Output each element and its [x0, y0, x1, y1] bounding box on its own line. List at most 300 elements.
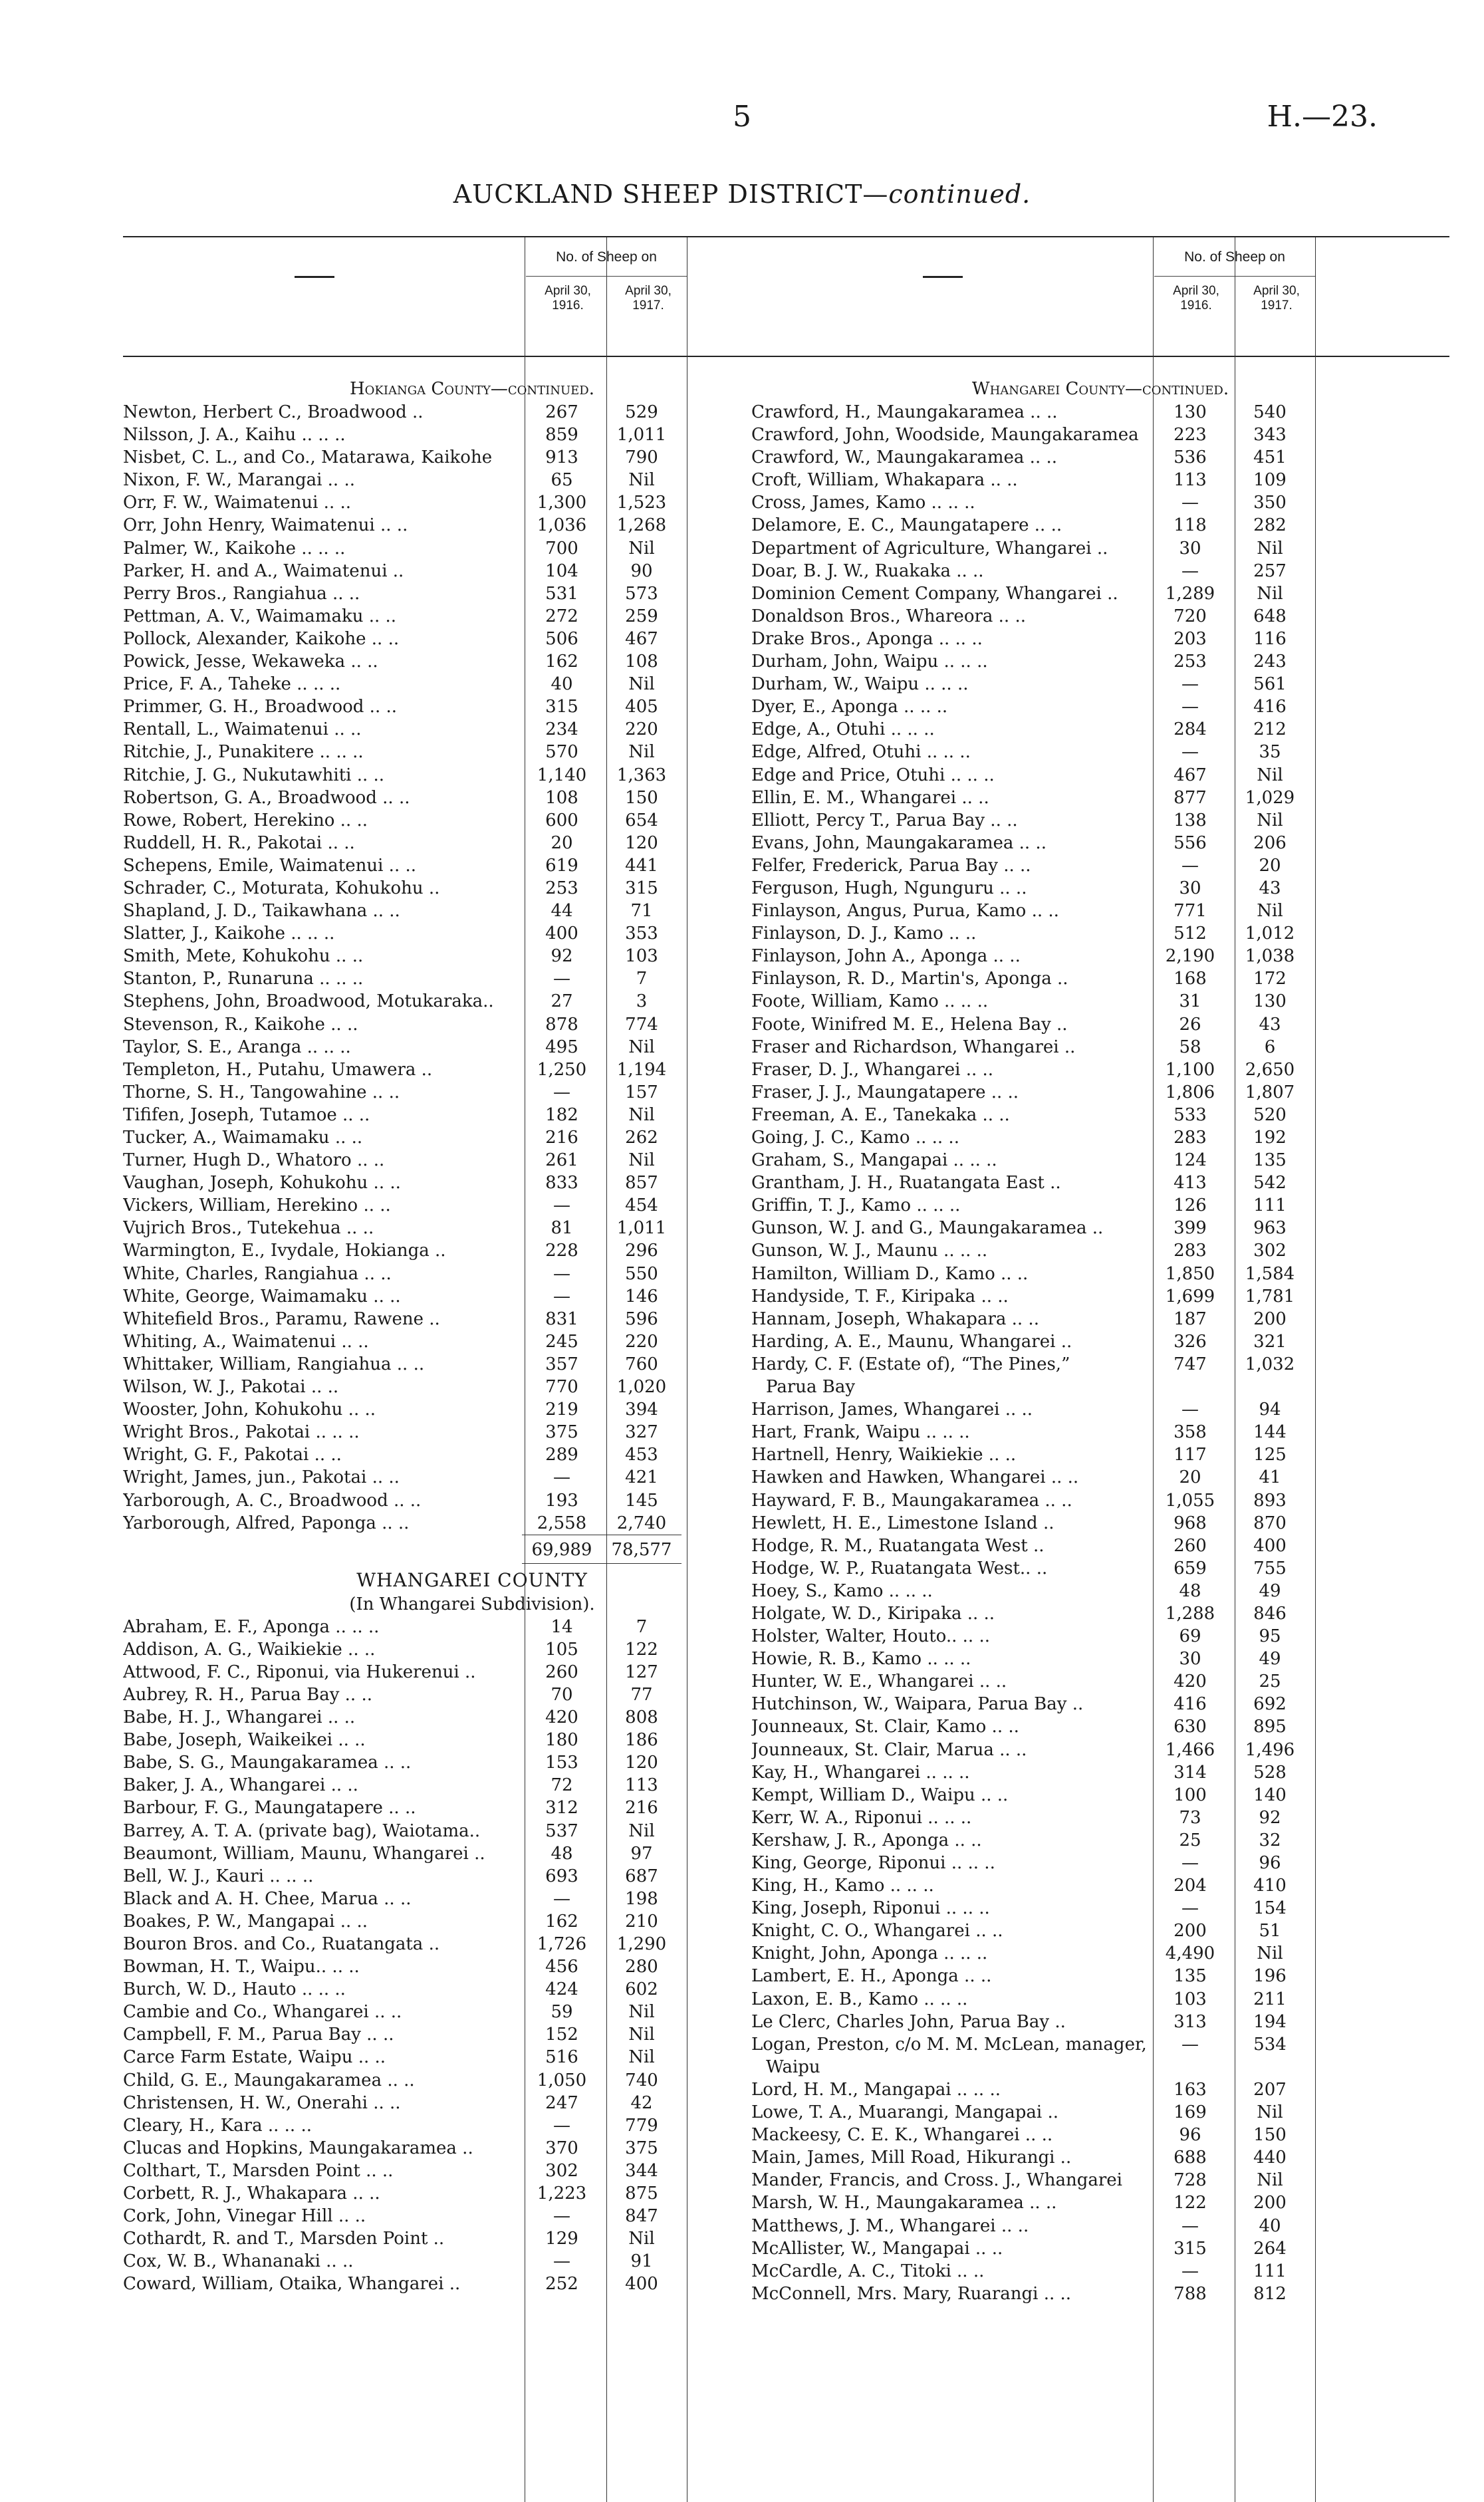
sheep-1916: 129 — [545, 2229, 578, 2249]
sheep-1916: 537 — [545, 1820, 578, 1841]
owner-name: Beaumont, William, Maunu, Whangarei .. — [123, 1843, 485, 1864]
sheep-1916: 1,036 — [537, 515, 587, 536]
table-row — [751, 673, 1449, 695]
table-row — [123, 741, 821, 763]
owner-name: Wright Bros., Pakotai .. .. .. — [123, 1422, 360, 1443]
owner-name: Doar, B. J. W., Ruakaka .. .. — [751, 561, 984, 581]
sheep-1917: Nil — [628, 1150, 655, 1171]
table-row — [123, 990, 821, 1013]
owner-name: Knight, C. O., Whangarei .. .. — [751, 1921, 1003, 1941]
sheep-1917: 103 — [625, 946, 658, 967]
sheep-1917: 573 — [625, 583, 658, 604]
sheep-1916: 693 — [545, 1866, 578, 1886]
owner-name: Fraser, J. J., Maungatapere .. .. — [751, 1082, 1019, 1102]
table-row — [123, 1263, 821, 1285]
owner-name: Babe, H. J., Whangarei .. .. — [123, 1707, 356, 1728]
table-row — [123, 469, 821, 491]
owner-name: Holster, Walter, Houto.. .. .. — [751, 1626, 990, 1647]
table-row — [123, 854, 821, 877]
table-row — [123, 1842, 821, 1865]
owner-name: Perry Bros., Rangiahua .. .. — [123, 583, 360, 604]
table-row — [751, 809, 1449, 832]
sheep-1917: 529 — [625, 402, 658, 422]
sheep-1917: 410 — [1253, 1876, 1287, 1896]
sheep-1916: 531 — [545, 583, 578, 604]
table-row — [751, 764, 1449, 787]
sheep-1917: 41 — [1259, 1467, 1281, 1488]
header-1916: April 30, 1916. — [545, 284, 591, 313]
sheep-1916: 261 — [545, 1150, 578, 1171]
owner-name: Hodge, R. M., Ruatangata West .. — [751, 1535, 1045, 1556]
sheep-1917: 210 — [625, 1911, 658, 1932]
owner-name: Going, J. C., Kamo .. .. .. — [751, 1128, 959, 1148]
owner-name: Price, F. A., Taheke .. .. .. — [123, 674, 341, 695]
owner-name: Aubrey, R. H., Parua Bay .. .. — [123, 1684, 372, 1705]
table-row — [123, 582, 821, 605]
table-row — [751, 1920, 1449, 1942]
owner-name: Howie, R. B., Kamo .. .. .. — [751, 1649, 971, 1670]
table-row — [751, 1829, 1449, 1852]
table-row — [123, 2227, 821, 2250]
sheep-1917: Nil — [628, 742, 655, 763]
sheep-1917: 596 — [625, 1309, 658, 1329]
table-row — [751, 1443, 1449, 1466]
sheep-1917: 111 — [1253, 2261, 1287, 2281]
owner-name: Attwood, F. C., Riponui, via Hukerenui .. — [123, 1662, 476, 1682]
sheep-1916: 228 — [545, 1241, 578, 1261]
sheep-1916: 100 — [1174, 1785, 1207, 1805]
sheep-1917: Nil — [1257, 765, 1283, 785]
sheep-1917: Nil — [628, 2025, 655, 2045]
sheep-1917: 130 — [1253, 991, 1287, 1012]
owner-name: Elliott, Percy T., Parua Bay .. .. — [751, 810, 1018, 830]
sheep-1917: 400 — [625, 2274, 658, 2295]
sheep-1916: 1,250 — [537, 1059, 587, 1080]
owner-name: Griffin, T. J., Kamo .. .. .. — [751, 1195, 961, 1216]
owner-name: Hawken and Hawken, Whangarei .. .. — [751, 1467, 1079, 1488]
sheep-1917: 542 — [1253, 1173, 1287, 1193]
table-row — [751, 877, 1449, 900]
owner-name: Edge, A., Otuhi .. .. .. — [751, 719, 935, 740]
owner-name: Newton, Herbert C., Broadwood .. — [123, 402, 424, 422]
owner-name: King, H., Kamo .. .. .. — [751, 1876, 934, 1896]
sheep-1916: 512 — [1174, 924, 1207, 944]
table-row — [751, 1807, 1449, 1829]
table-row — [751, 1648, 1449, 1670]
owner-name: Cross, James, Kamo .. .. .. — [751, 493, 975, 513]
sheep-1917: 32 — [1259, 1830, 1281, 1850]
sheep-1917: 212 — [1253, 719, 1287, 740]
sheep-1917: 111 — [1253, 1195, 1287, 1216]
table-row — [123, 2205, 821, 2227]
table-row — [123, 537, 821, 560]
table-row — [751, 1059, 1449, 1081]
table-row — [123, 1729, 821, 1751]
sheep-1917 — [1230, 2056, 1310, 2078]
sheep-1916: — — [553, 1263, 570, 1284]
owner-name: Felfer, Frederick, Parua Bay .. .. — [751, 855, 1031, 876]
sheep-1916: 180 — [545, 1730, 578, 1751]
title-continued: continued. — [888, 180, 1031, 209]
sheep-1916: 20 — [551, 832, 573, 853]
sheep-1916 — [1150, 2056, 1230, 2078]
sheep-1916: 771 — [1174, 901, 1207, 922]
table-row — [751, 922, 1449, 945]
sheep-1917: 350 — [1253, 493, 1287, 513]
table-row — [751, 537, 1449, 560]
table-row — [751, 1897, 1449, 1920]
owner-name: Bell, W. J., Kauri .. .. .. — [123, 1866, 314, 1886]
section-heading-whangarei: WHANGAREI COUNTY — [356, 1568, 588, 1591]
sheep-1917: 40 — [1259, 2215, 1281, 2236]
owner-name: Tififen, Joseph, Tutamoe .. .. — [123, 1104, 370, 1125]
owner-name: Hannam, Joseph, Whakapara .. .. — [751, 1309, 1039, 1329]
owner-name: Evans, John, Maungakaramea .. .. — [751, 832, 1047, 853]
owner-name: Durham, John, Waipu .. .. .. — [751, 652, 988, 672]
owner-name: Wright, James, jun., Pakotai .. .. — [123, 1467, 400, 1488]
sheep-1917: 1,029 — [1245, 787, 1295, 808]
sheep-1917: Nil — [628, 1037, 655, 1057]
table-row — [123, 1865, 821, 1888]
document-code: H.—23. — [1267, 100, 1378, 134]
sheep-1916: 968 — [1174, 1513, 1207, 1533]
sheep-1917: 25 — [1259, 1672, 1281, 1692]
sheep-1917: 49 — [1259, 1580, 1281, 1601]
sheep-1916: — — [1181, 561, 1199, 581]
owner-name: Slatter, J., Kaikohe .. .. .. — [123, 924, 335, 944]
sheep-1917: 755 — [1253, 1558, 1287, 1578]
sheep-1916: — — [553, 1082, 570, 1102]
sheep-1917: Nil — [1257, 810, 1283, 830]
table-row — [123, 1466, 821, 1489]
sheep-1916: 1,466 — [1165, 1739, 1215, 1760]
sheep-1916: 187 — [1174, 1309, 1207, 1329]
sheep-1917: 467 — [625, 628, 658, 649]
sheep-1916: 27 — [551, 991, 573, 1012]
table-row — [123, 605, 821, 628]
header-1916: April 30, 1916. — [1173, 284, 1219, 313]
sheep-1917: 257 — [1253, 561, 1287, 581]
sheep-1917: 1,032 — [1245, 1354, 1295, 1374]
right-column — [751, 236, 1449, 2305]
sheep-1916: 72 — [551, 1775, 573, 1796]
sheep-1916: 253 — [1174, 652, 1207, 672]
sheep-1916: 720 — [1174, 606, 1207, 626]
owner-name: Hewlett, H. E., Limestone Island .. — [751, 1513, 1054, 1533]
sheep-1916: 96 — [1179, 2125, 1201, 2146]
sheep-1916: 152 — [545, 2025, 578, 2045]
sheep-1917: 344 — [625, 2160, 658, 2181]
owner-name: Department of Agriculture, Whangarei .. — [751, 538, 1108, 559]
sheep-1916: 619 — [545, 855, 578, 876]
sheep-1916: 219 — [545, 1400, 578, 1420]
table-row — [123, 446, 821, 469]
sheep-1917: 94 — [1259, 1400, 1281, 1420]
owner-name: Nixon, F. W., Marangai .. .. — [123, 470, 355, 491]
table-row — [123, 1059, 821, 1081]
sheep-1917: Nil — [1257, 2170, 1283, 2191]
sheep-1916: 59 — [551, 2002, 573, 2023]
sheep-1916: 58 — [1179, 1037, 1201, 1057]
sheep-1916: 747 — [1174, 1354, 1207, 1374]
owner-name: Crawford, H., Maungakaramea .. .. — [751, 402, 1058, 422]
sheep-1916: 516 — [545, 2047, 578, 2068]
sheep-1917: 42 — [630, 2092, 653, 2113]
sheep-1916: 1,300 — [537, 493, 587, 513]
owner-name: Cambie and Co., Whangarei .. .. — [123, 2002, 402, 2023]
header-dash — [923, 276, 963, 278]
table-row — [751, 1330, 1449, 1353]
sheep-1917: 327 — [625, 1422, 658, 1443]
sheep-1917: 740 — [625, 2070, 658, 2090]
sheep-1917: 109 — [1253, 470, 1287, 491]
owner-name: Abraham, E. F., Aponga .. .. .. — [123, 1616, 380, 1637]
sheep-1917 — [1230, 1376, 1310, 1398]
sheep-1916: 2,190 — [1165, 946, 1215, 967]
table-row — [751, 650, 1449, 673]
sheep-1917: 774 — [625, 1014, 658, 1035]
sheep-1916: 877 — [1174, 787, 1207, 808]
owner-name: Main, James, Mill Road, Hikurangi .. — [751, 2148, 1072, 2168]
owner-name: Powick, Jesse, Wekaweka .. .. — [123, 652, 378, 672]
table-row — [123, 2046, 821, 2068]
table-row — [123, 1104, 821, 1126]
sheep-1917: Nil — [628, 470, 655, 491]
table-row — [123, 1774, 821, 1797]
owner-name: Hayward, F. B., Maungakaramea .. .. — [751, 1490, 1072, 1511]
owner-name: Hart, Frank, Waipu .. .. .. — [751, 1422, 970, 1443]
owner-name: Stevenson, R., Kaikohe .. .. — [123, 1014, 358, 1035]
table-row — [751, 2011, 1449, 2033]
table-row — [123, 967, 821, 990]
table-row — [751, 1580, 1449, 1602]
sheep-1916: 570 — [545, 742, 578, 763]
table-row — [123, 1376, 821, 1398]
sheep-1916: 1,726 — [537, 1934, 587, 1954]
table-row — [123, 1126, 821, 1149]
sheep-1917: 194 — [1253, 2011, 1287, 2032]
owner-name: Orr, F. W., Waimatenui .. .. — [123, 493, 352, 513]
sheep-1917: 405 — [625, 697, 658, 717]
owner-name: Drake Bros., Aponga .. .. .. — [751, 628, 983, 649]
sheep-1916: 1,100 — [1165, 1059, 1215, 1080]
owner-name: Kay, H., Whangarei .. .. .. — [751, 1762, 970, 1783]
table-row — [123, 922, 821, 945]
sheep-1917: 43 — [1259, 1014, 1281, 1035]
sheep-1917: 43 — [1259, 878, 1281, 898]
sheep-1916: 400 — [545, 924, 578, 944]
sheep-1916: 69 — [1179, 1626, 1201, 1647]
table-row — [123, 945, 821, 967]
sheep-1916: 413 — [1174, 1173, 1207, 1193]
sheep-1916: — — [553, 1888, 570, 1909]
owner-name: Cothardt, R. and T., Marsden Point .. — [123, 2229, 445, 2249]
table-row — [123, 1421, 821, 1443]
table-row — [123, 832, 821, 854]
sheep-1917: 262 — [625, 1128, 658, 1148]
sheep-1916: 533 — [1174, 1104, 1207, 1125]
table-row — [751, 1761, 1449, 1784]
table-row — [751, 1308, 1449, 1330]
table-row — [751, 2283, 1449, 2305]
table-row — [123, 877, 821, 900]
sheep-1917: Nil — [628, 2047, 655, 2068]
sheep-1917: 91 — [630, 2251, 653, 2272]
sheep-1916: 630 — [1174, 1717, 1207, 1737]
table-row — [751, 2078, 1449, 2101]
owner-name: Turner, Hugh D., Whatoro .. .. — [123, 1150, 385, 1171]
sheep-1916: 252 — [545, 2274, 578, 2295]
sheep-1916: 118 — [1174, 515, 1207, 536]
sheep-1917: 528 — [1253, 1762, 1287, 1783]
table-row — [751, 1557, 1449, 1580]
table-row — [123, 1013, 821, 1036]
sheep-1917: 895 — [1253, 1717, 1287, 1737]
owner-name: Cork, John, Vinegar Hill .. .. — [123, 2206, 366, 2227]
sheep-1916: 162 — [545, 652, 578, 672]
owner-name: Orr, John Henry, Waimatenui .. .. — [123, 515, 408, 536]
sheep-1916: 104 — [545, 561, 578, 581]
sheep-1917: 51 — [1259, 1921, 1281, 1941]
sheep-1916: 399 — [1174, 1218, 1207, 1239]
table-row — [751, 1625, 1449, 1648]
sheep-1917: 779 — [625, 2115, 658, 2136]
table-row — [123, 1308, 821, 1330]
owner-name: Carce Farm Estate, Waipu .. .. — [123, 2047, 386, 2068]
owner-name: Whitefield Bros., Paramu, Rawene .. — [123, 1309, 440, 1329]
owner-name: Templeton, H., Putahu, Umawera .. — [123, 1059, 433, 1080]
owner-name: Gunson, W. J. and G., Maungakaramea .. — [751, 1218, 1104, 1239]
sheep-1917: 1,038 — [1245, 946, 1295, 967]
owner-name: Clucas and Hopkins, Maungakaramea .. — [123, 2138, 473, 2158]
sheep-1916: 1,140 — [537, 765, 587, 785]
owner-name: Edge and Price, Otuhi .. .. .. — [751, 765, 995, 785]
sheep-1917: 150 — [625, 787, 658, 808]
owner-name: Laxon, E. B., Kamo .. .. .. — [751, 1989, 968, 2009]
sheep-1917: 1,523 — [616, 493, 667, 513]
left-rows-hokianga — [123, 401, 821, 1535]
sheep-1917: 441 — [625, 855, 658, 876]
sheep-1916: 169 — [1174, 2102, 1207, 2123]
sheep-1917: Nil — [1257, 1943, 1283, 1964]
sheep-1916: 117 — [1174, 1445, 1207, 1465]
owner-name: Holgate, W. D., Kiripaka .. .. — [751, 1603, 995, 1624]
sheep-1917: 220 — [625, 1331, 658, 1352]
owner-name: Kerr, W. A., Riponui .. .. .. — [751, 1807, 972, 1828]
sheep-1917: Nil — [628, 1104, 655, 1125]
section-subheading: (In Whangarei Subdivision). — [349, 1594, 595, 1614]
table-row — [751, 1172, 1449, 1194]
owner-name: Rentall, L., Waimatenui .. .. — [123, 719, 362, 740]
owner-name: Hartnell, Henry, Waikiekie .. .. — [751, 1445, 1017, 1465]
owner-name: Corbett, R. J., Whakapara .. .. — [123, 2184, 380, 2204]
sheep-1916: 126 — [1174, 1195, 1207, 1216]
sheep-1916: 73 — [1179, 1807, 1201, 1828]
sheep-1917: 172 — [1253, 969, 1287, 989]
sheep-1917: 122 — [625, 1639, 658, 1660]
table-row — [751, 718, 1449, 741]
owner-name: Ritchie, J., Punakitere .. .. .. — [123, 742, 364, 763]
sheep-1917: 150 — [1253, 2125, 1287, 2146]
owner-name: Hunter, W. E., Whangarei .. .. — [751, 1672, 1007, 1692]
owner-name: Logan, Preston, c/o M. M. McLean, manager, — [751, 2034, 1147, 2055]
sheep-1916: — — [553, 1195, 570, 1216]
table-row — [751, 1535, 1449, 1557]
table-row — [751, 1693, 1449, 1715]
table-row — [751, 1376, 1449, 1398]
owner-name: Yarborough, A. C., Broadwood .. .. — [123, 1490, 422, 1511]
sheep-1916: 30 — [1179, 878, 1201, 898]
owner-name: Harrison, James, Whangarei .. .. — [751, 1400, 1033, 1420]
sheep-1916: 326 — [1174, 1331, 1207, 1352]
sheep-1917: Nil — [628, 2229, 655, 2249]
table-row — [123, 2001, 821, 2023]
table-row — [751, 1466, 1449, 1489]
table-row — [123, 650, 821, 673]
sheep-1917: 1,290 — [616, 1934, 667, 1954]
sheep-1916: 1,055 — [1165, 1490, 1215, 1511]
table-row — [751, 424, 1449, 446]
sheep-1916: — — [1181, 697, 1199, 717]
table-row — [751, 1602, 1449, 1625]
sheep-1917: 7 — [636, 969, 648, 989]
sheep-1917: Nil — [628, 1820, 655, 1841]
owner-name: White, Charles, Rangiahua .. .. — [123, 1263, 392, 1284]
sheep-1916: — — [553, 2206, 570, 2227]
table-row — [123, 1081, 821, 1104]
owner-name: Burch, W. D., Hauto .. .. .. — [123, 1979, 346, 2000]
sheep-1916: 272 — [545, 606, 578, 626]
sheep-1916: 1,699 — [1165, 1286, 1215, 1307]
sheep-1917: 534 — [1253, 2034, 1287, 2055]
sheep-1916: 122 — [1174, 2193, 1207, 2213]
owner-name: Hamilton, William D., Kamo .. .. — [751, 1263, 1029, 1284]
sheep-1916: 1,050 — [537, 2070, 587, 2090]
table-row — [751, 446, 1449, 469]
title-main: AUCKLAND SHEEP DISTRICT— — [453, 180, 889, 209]
sheep-1917: 602 — [625, 1979, 658, 2000]
sheep-1917: 145 — [625, 1490, 658, 1511]
table-row — [123, 673, 821, 695]
owner-name: Ruddell, H. R., Pakotai .. .. — [123, 832, 355, 853]
owner-name: Finlayson, John A., Aponga .. .. — [751, 946, 1021, 967]
sheep-1916: 25 — [1179, 1830, 1201, 1850]
sheep-1916: 20 — [1179, 1467, 1201, 1488]
sheep-1916: 70 — [551, 1684, 573, 1705]
sheep-1916: 245 — [545, 1331, 578, 1352]
header-1917: April 30, 1917. — [625, 284, 672, 313]
sheep-1917: 146 — [625, 1286, 658, 1307]
sheep-1917: 1,012 — [1245, 924, 1295, 944]
table-row — [123, 1797, 821, 1819]
left-column — [123, 236, 821, 2296]
sheep-1916: 495 — [545, 1037, 578, 1057]
table-row — [751, 2101, 1449, 2124]
sheep-1916: 688 — [1174, 2148, 1207, 2168]
sheep-1917: 140 — [1253, 1785, 1287, 1805]
sheep-1917: Nil — [1257, 583, 1283, 604]
table-row — [751, 2237, 1449, 2260]
sheep-1917: 90 — [630, 561, 653, 581]
owner-name: Freeman, A. E., Tanekaka .. .. — [751, 1104, 1010, 1125]
section-heading: Whangarei County—continued. — [971, 379, 1229, 399]
owner-name: Jounneaux, St. Clair, Kamo .. .. — [751, 1717, 1019, 1737]
owner-name: Colthart, T., Marsden Point .. .. — [123, 2160, 394, 2181]
table-row — [751, 1149, 1449, 1172]
sheep-1917: 92 — [1259, 1807, 1281, 1828]
sheep-1916: — — [1181, 742, 1199, 763]
sheep-1916: 48 — [1179, 1580, 1201, 1601]
